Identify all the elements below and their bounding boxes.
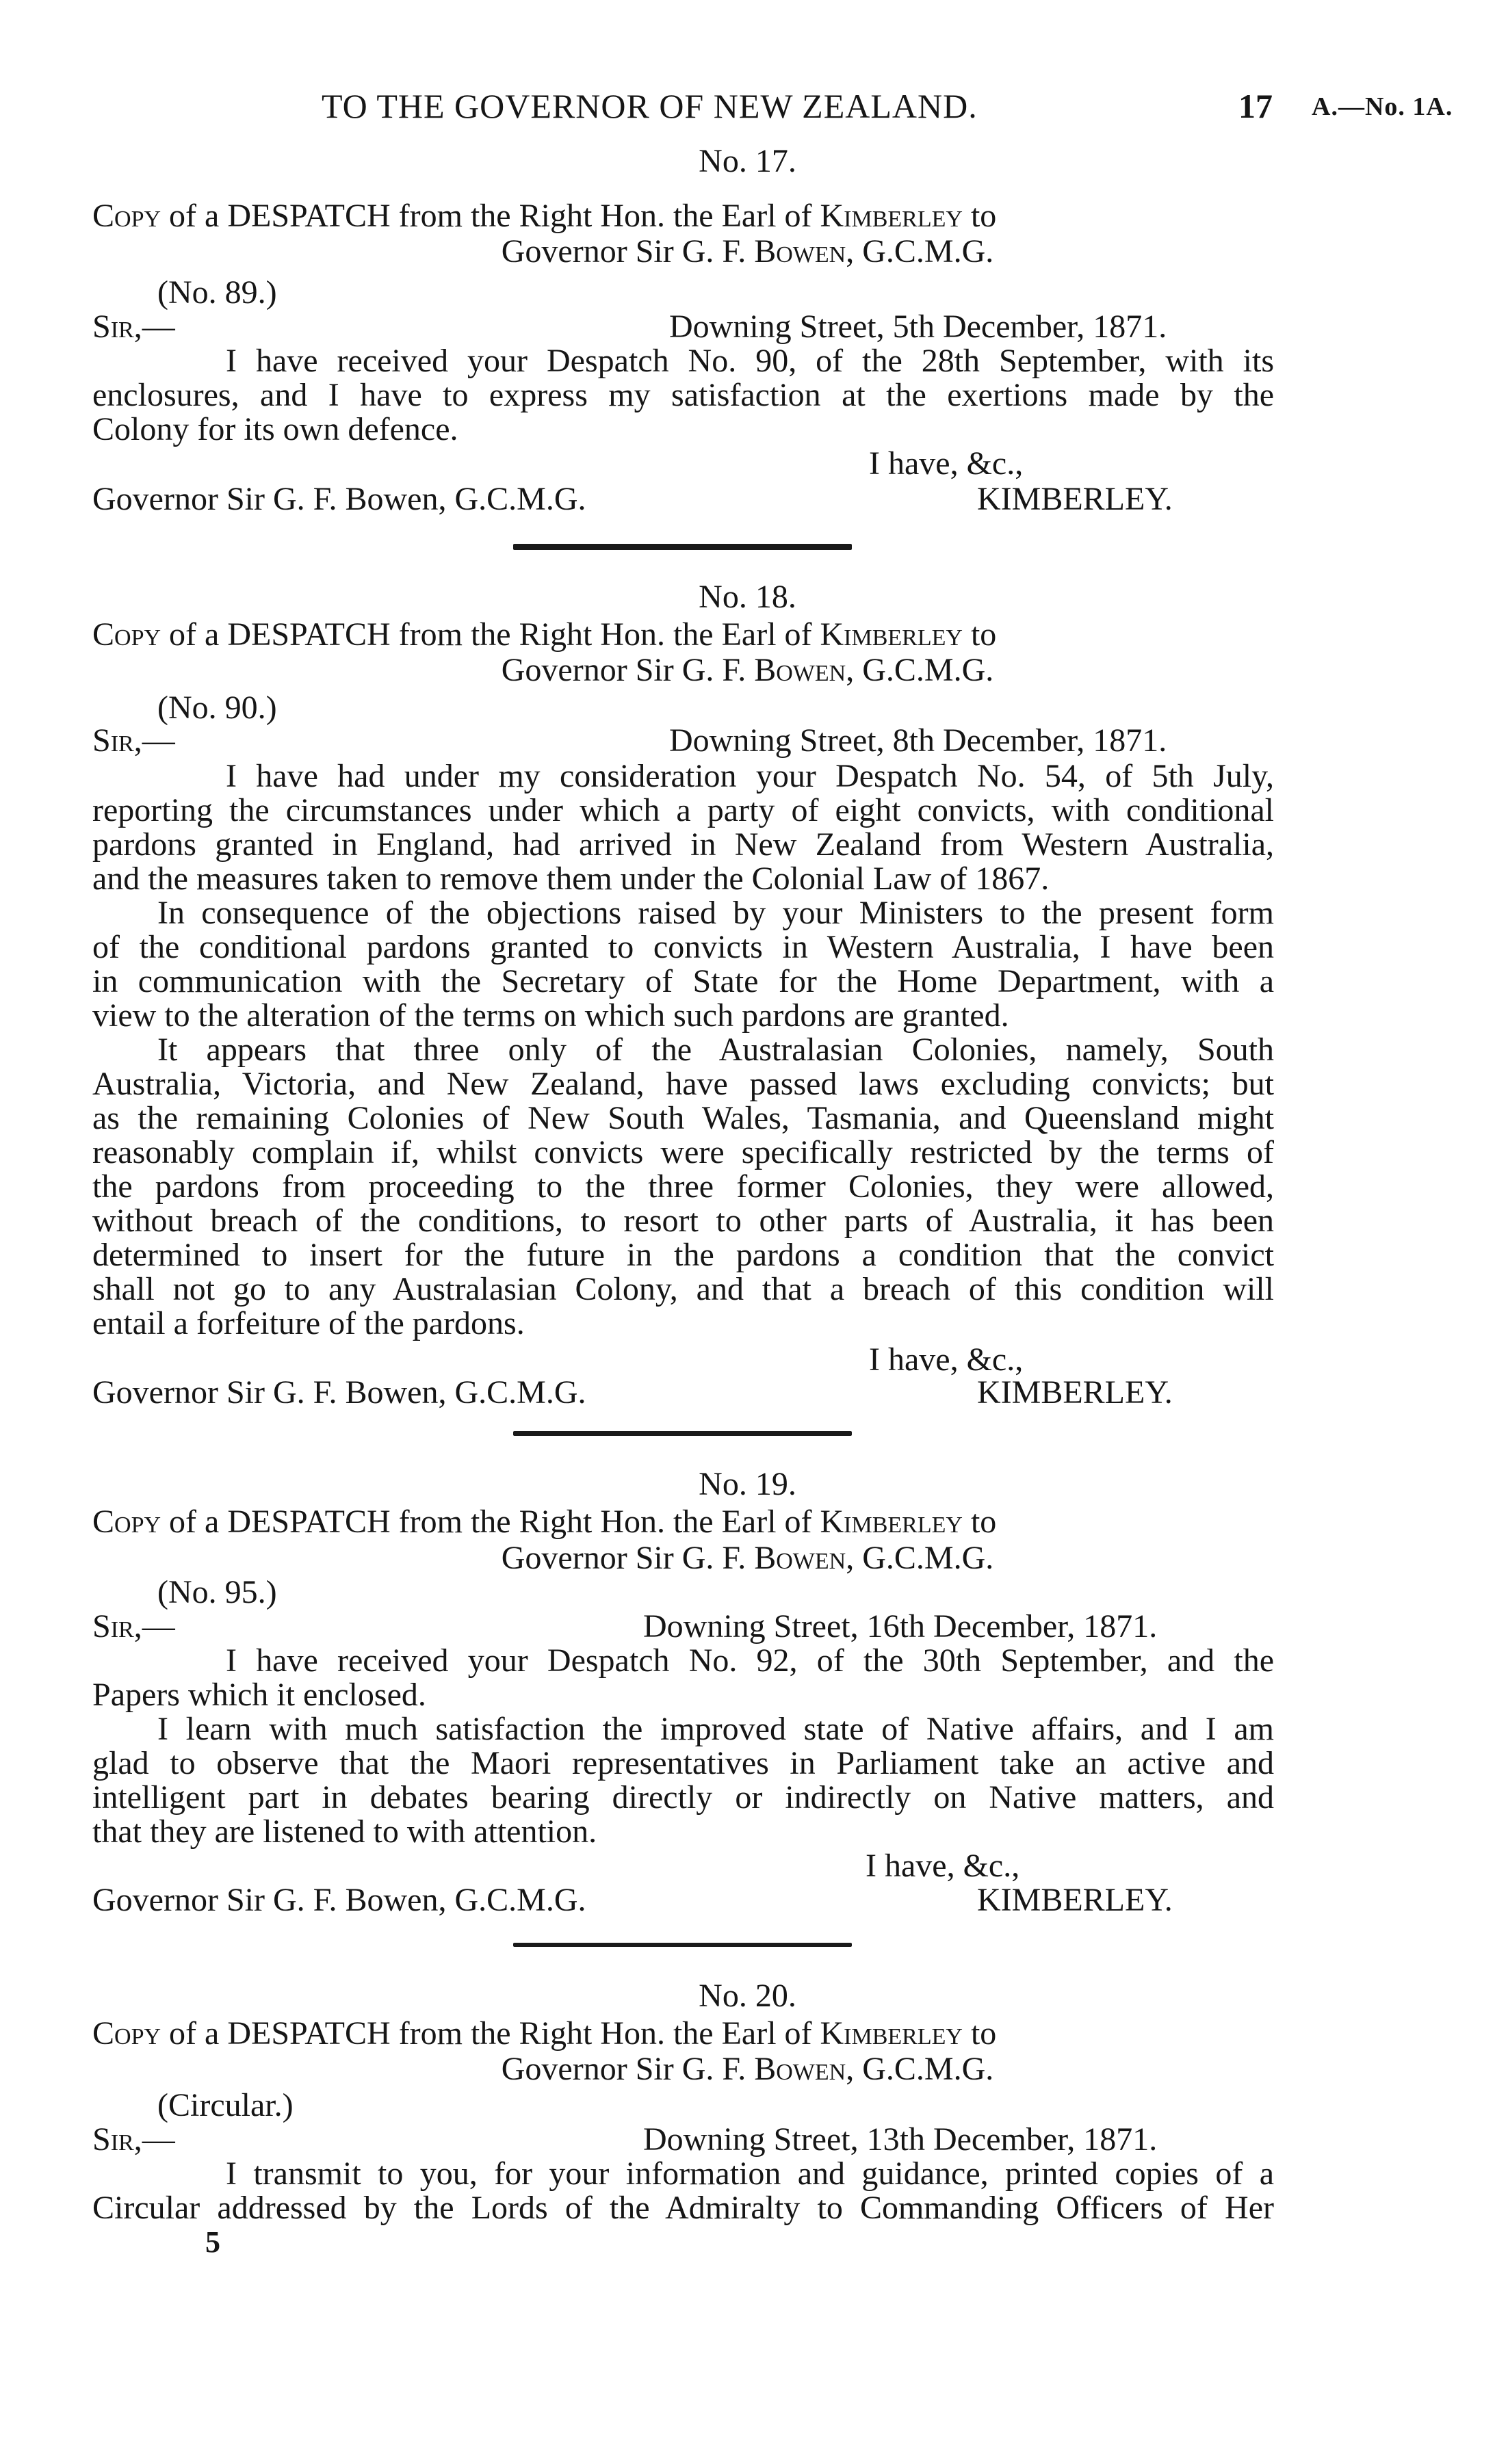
body-line: without breach of the conditions, to resort to other parts of Australia, it has been xyxy=(92,1203,1274,1239)
body-line: Papers which it enclosed. xyxy=(92,1677,426,1713)
addressee: Governor Sir G. F. Bowen, G.C.M.G. xyxy=(92,481,586,517)
despatch-number: No. 20. xyxy=(699,1978,796,2014)
salutation: Sir,— xyxy=(92,1608,175,1644)
body-line: Australia, Victoria, and New Zealand, have passed laws excluding convicts; but xyxy=(92,1066,1274,1102)
body-line: reporting the circumstances under which a party of eight convicts, with conditional xyxy=(92,792,1274,828)
addressee: Governor Sir G. F. Bowen, G.C.M.G. xyxy=(92,1882,586,1918)
body-line: Circular addressed by the Lords of the Admiralty to Commanding Officers of Her xyxy=(92,2190,1274,2226)
body-line: I have received your Despatch No. 92, of the 30th September, and the xyxy=(226,1642,1274,1679)
place-date: Downing Street, 8th December, 1871. xyxy=(669,722,1167,759)
salutation: Sir,— xyxy=(92,2121,175,2158)
despatch-heading-line2: Governor Sir G. F. Bowen, G.C.M.G. xyxy=(501,2051,994,2087)
body-line: Colony for its own defence. xyxy=(92,411,458,447)
body-line: view to the alteration of the terms on which such pardons are granted. xyxy=(92,997,1009,1034)
signature: KIMBERLEY. xyxy=(977,1374,1173,1411)
body-line: I learn with much satisfaction the improved state of Native affairs, and I am xyxy=(157,1711,1274,1747)
page-number: 17 xyxy=(1238,87,1273,125)
body-line: pardons granted in England, had arrived in New Zealand from Western Australia, xyxy=(92,826,1274,863)
body-line: intelligent part in debates bearing directly or indirectly on Native matters, and xyxy=(92,1779,1274,1816)
body-line: I have received your Despatch No. 90, of the 28th September, with its xyxy=(226,343,1274,379)
body-line: enclosures, and I have to express my satisfaction at the exertions made by the xyxy=(92,377,1274,413)
despatch-heading-line1: Copy of a DESPATCH from the Right Hon. the Earl of Kimberley to xyxy=(92,2015,997,2052)
despatch-number: No. 18. xyxy=(699,579,796,615)
body-line: reasonably complain if, whilst convicts were specifically restricted by the terms of xyxy=(92,1134,1274,1170)
despatch-ref: (No. 90.) xyxy=(157,690,277,726)
document-reference: A.—No. 1A. xyxy=(1312,92,1453,121)
despatch-heading-line1: Copy of a DESPATCH from the Right Hon. the Earl of Kimberley to xyxy=(92,198,997,234)
signature: KIMBERLEY. xyxy=(977,481,1173,517)
place-date: Downing Street, 13th December, 1871. xyxy=(643,2121,1158,2158)
despatch-heading-line2: Governor Sir G. F. Bowen, G.C.M.G. xyxy=(501,233,994,270)
body-line: as the remaining Colonies of New South Wales, Tasmania, and Queensland might xyxy=(92,1100,1274,1136)
section-divider xyxy=(513,1431,852,1436)
body-line: I have had under my consideration your Despatch No. 54, of 5th July, xyxy=(226,758,1274,794)
body-line: glad to observe that the Maori representatives in Parliament take an active and xyxy=(92,1745,1274,1781)
place-date: Downing Street, 16th December, 1871. xyxy=(643,1608,1158,1644)
salutation: Sir,— xyxy=(92,309,175,345)
signature: KIMBERLEY. xyxy=(977,1882,1173,1918)
closing: I have, &c., xyxy=(866,1848,1020,1884)
despatch-heading-line1: Copy of a DESPATCH from the Right Hon. the Earl of Kimberley to xyxy=(92,616,997,653)
despatch-number: No. 17. xyxy=(699,143,796,179)
section-divider xyxy=(513,544,852,550)
despatch-heading-line1: Copy of a DESPATCH from the Right Hon. the Earl of Kimberley to xyxy=(92,1504,997,1540)
body-line: entail a forfeiture of the pardons. xyxy=(92,1305,525,1341)
body-line: the pardons from proceeding to the three former Colonies, they were allowed, xyxy=(92,1168,1274,1205)
body-line: I transmit to you, for your information and guidance, printed copies of a xyxy=(226,2155,1274,2192)
despatch-ref: (No. 89.) xyxy=(157,274,277,311)
despatch-ref: (No. 95.) xyxy=(157,1574,277,1610)
body-line: In consequence of the objections raised by your Ministers to the present form xyxy=(157,895,1274,931)
despatch-heading-line2: Governor Sir G. F. Bowen, G.C.M.G. xyxy=(501,652,994,688)
place-date: Downing Street, 5th December, 1871. xyxy=(669,309,1167,345)
body-line: shall not go to any Australasian Colony, and that a breach of this condition will xyxy=(92,1271,1274,1307)
body-line: determined to insert for the future in the pardons a condition that the convict xyxy=(92,1237,1274,1273)
body-line: It appears that three only of the Australasian Colonies, namely, South xyxy=(157,1032,1274,1068)
signature-mark: 5 xyxy=(205,2225,220,2259)
body-line: in communication with the Secretary of State for the Home Department, with a xyxy=(92,963,1274,999)
section-divider xyxy=(513,1943,852,1947)
addressee: Governor Sir G. F. Bowen, G.C.M.G. xyxy=(92,1374,586,1411)
closing: I have, &c., xyxy=(869,1341,1024,1378)
despatch-heading-line2: Governor Sir G. F. Bowen, G.C.M.G. xyxy=(501,1540,994,1576)
salutation: Sir,— xyxy=(92,722,175,759)
body-line: that they are listened to with attention. xyxy=(92,1813,597,1850)
body-line: of the conditional pardons granted to convicts in Western Australia, I have been xyxy=(92,929,1274,965)
despatch-number: No. 19. xyxy=(699,1466,796,1502)
running-header-title: TO THE GOVERNOR OF NEW ZEALAND. xyxy=(322,87,978,125)
despatch-ref: (Circular.) xyxy=(157,2087,294,2123)
closing: I have, &c., xyxy=(869,445,1024,482)
body-line: and the measures taken to remove them under the Colonial Law of 1867. xyxy=(92,861,1050,897)
